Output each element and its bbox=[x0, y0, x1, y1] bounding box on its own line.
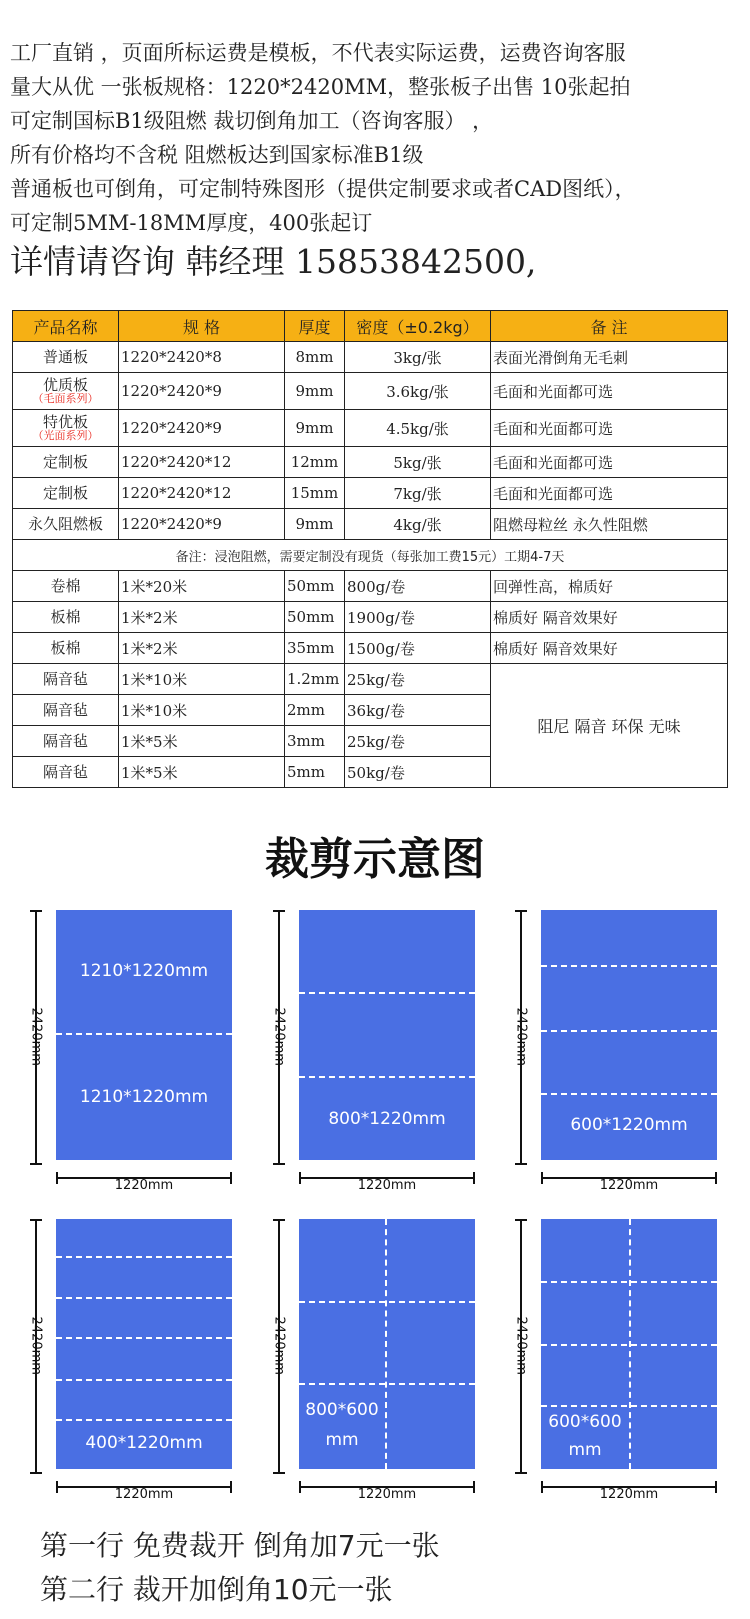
row-remark: 阻燃母粒丝 永久性阻燃 bbox=[491, 509, 728, 540]
row-name-sub: （光面系列） bbox=[32, 429, 99, 442]
cut-diagram-1 bbox=[30, 910, 240, 1200]
table-row bbox=[13, 633, 728, 664]
row-name: 隔音毡 bbox=[13, 757, 119, 788]
height-label: 2420mm bbox=[271, 1007, 287, 1066]
row-density: 4kg/张 bbox=[345, 509, 491, 540]
row-spec: 1220*2420*9 bbox=[119, 509, 285, 540]
height-label: 2420mm bbox=[28, 1316, 44, 1375]
piece-label: 600*600 bbox=[548, 1412, 622, 1432]
row-density: 25kg/卷 bbox=[345, 726, 491, 757]
intro-line: 可定制国标B1级阻燃 裁切倒角加工（咨询客服） ， bbox=[10, 109, 494, 133]
row-thickness: 50mm bbox=[285, 571, 345, 602]
piece-label: 400*1220mm bbox=[85, 1433, 203, 1453]
row-thickness: 2mm bbox=[285, 695, 345, 726]
header-density: 密度（±0.2kg） bbox=[345, 311, 491, 342]
row-thickness: 12mm bbox=[285, 447, 345, 478]
cut-line bbox=[56, 1297, 232, 1299]
table-row bbox=[13, 342, 728, 373]
table-row bbox=[13, 373, 728, 410]
table-row bbox=[13, 509, 728, 540]
width-label: 1220mm bbox=[114, 1178, 174, 1193]
row-thickness: 35mm bbox=[285, 633, 345, 664]
row-name-main: 特优板 bbox=[42, 413, 88, 431]
cut-line bbox=[56, 1419, 232, 1421]
piece-label: 800*600 bbox=[305, 1400, 379, 1420]
header-thickness: 厚度 bbox=[285, 311, 345, 342]
pricing-row-2: 第二行 裁开加倒角10元一张 bbox=[40, 1573, 393, 1606]
row-name: 板棉 bbox=[13, 633, 119, 664]
table-note-row bbox=[13, 540, 728, 571]
cut-line bbox=[56, 1337, 232, 1339]
board bbox=[541, 910, 717, 1160]
row-remark: 毛面和光面都可选 bbox=[491, 373, 728, 410]
row-name: 板棉 bbox=[13, 602, 119, 633]
row-name: 永久阻燃板 bbox=[13, 509, 119, 540]
cut-line bbox=[56, 1256, 232, 1258]
contact-text: 详情请咨询 韩经理 bbox=[10, 242, 295, 281]
row-spec: 1米*5米 bbox=[119, 726, 285, 757]
cut-line bbox=[299, 992, 475, 994]
table-row bbox=[13, 571, 728, 602]
row-density: 50kg/卷 bbox=[345, 757, 491, 788]
contact-line bbox=[10, 240, 745, 284]
intro-line: 可定制5MM-18MM厚度，400张起订 bbox=[10, 211, 373, 235]
cut-diagram-2 bbox=[273, 910, 483, 1200]
row-name-main: 优质板 bbox=[42, 376, 88, 394]
piece-label: mm bbox=[325, 1430, 359, 1450]
height-label: 2420mm bbox=[271, 1316, 287, 1375]
intro-block bbox=[10, 36, 745, 284]
width-label: 1220mm bbox=[114, 1487, 174, 1502]
row-name: 定制板 bbox=[13, 447, 119, 478]
height-label: 2420mm bbox=[513, 1007, 529, 1066]
row-thickness: 1.2mm bbox=[285, 664, 345, 695]
row-density: 3.6kg/张 bbox=[345, 373, 491, 410]
intro-line: 量大从优 一张板规格：1220*2420MM，整张板子出售 10张起拍 bbox=[10, 75, 631, 99]
row-density: 36kg/卷 bbox=[345, 695, 491, 726]
row-name: 隔音毡 bbox=[13, 695, 119, 726]
width-label: 1220mm bbox=[357, 1178, 417, 1193]
row-name: 隔音毡 bbox=[13, 664, 119, 695]
row-remark: 毛面和光面都可选 bbox=[491, 410, 728, 447]
felt-remark: 阻尼 隔音 环保 无味 bbox=[491, 664, 728, 788]
cut-diagram-title: 裁剪示意图 bbox=[265, 834, 485, 885]
cut-line bbox=[299, 1301, 475, 1303]
row-remark: 回弹性高，棉质好 bbox=[491, 571, 728, 602]
row-thickness: 9mm bbox=[285, 373, 345, 410]
row-remark: 表面光滑倒角无毛刺 bbox=[491, 342, 728, 373]
intro-line: 所有价格均不含税 阻燃板达到国家标准B1级 bbox=[10, 143, 424, 167]
piece-label: mm bbox=[568, 1440, 602, 1460]
cut-diagram-4 bbox=[30, 1219, 240, 1509]
intro-line: 工厂直销 ，页面所标运费是模板，不代表实际运费，运费咨询客服 bbox=[10, 41, 626, 65]
header-remark: 备 注 bbox=[491, 311, 728, 342]
row-thickness: 9mm bbox=[285, 509, 345, 540]
header-product-name: 产品名称 bbox=[13, 311, 119, 342]
piece-label: 600*1220mm bbox=[570, 1115, 688, 1135]
cut-line bbox=[541, 1405, 717, 1407]
row-name bbox=[13, 410, 119, 447]
board bbox=[299, 910, 475, 1160]
cut-line bbox=[541, 1344, 717, 1346]
row-name: 普通板 bbox=[13, 342, 119, 373]
table-row bbox=[13, 447, 728, 478]
cut-diagram-5 bbox=[273, 1219, 483, 1509]
cut-line bbox=[541, 965, 717, 967]
row-thickness: 50mm bbox=[285, 602, 345, 633]
row-density: 1900g/卷 bbox=[345, 602, 491, 633]
row-name bbox=[13, 373, 119, 410]
board bbox=[541, 1219, 717, 1469]
row-density: 4.5kg/张 bbox=[345, 410, 491, 447]
width-label: 1220mm bbox=[599, 1487, 659, 1502]
header-spec: 规 格 bbox=[119, 311, 285, 342]
row-thickness: 8mm bbox=[285, 342, 345, 373]
contact-phone: 15853842500, bbox=[294, 242, 537, 281]
row-spec: 1米*5米 bbox=[119, 757, 285, 788]
row-spec: 1米*20米 bbox=[119, 571, 285, 602]
cut-line bbox=[385, 1219, 387, 1469]
row-remark: 棉质好 隔音效果好 bbox=[491, 633, 728, 664]
table-row bbox=[13, 664, 728, 695]
row-thickness: 15mm bbox=[285, 478, 345, 509]
cut-line bbox=[56, 1033, 232, 1035]
cut-line bbox=[299, 1076, 475, 1078]
piece-label: 800*1220mm bbox=[328, 1109, 446, 1129]
table-row bbox=[13, 602, 728, 633]
width-label: 1220mm bbox=[599, 1178, 659, 1193]
cut-diagram-3 bbox=[515, 910, 725, 1200]
row-spec: 1220*2420*12 bbox=[119, 447, 285, 478]
row-spec: 1米*2米 bbox=[119, 602, 285, 633]
row-spec: 1220*2420*8 bbox=[119, 342, 285, 373]
row-spec: 1220*2420*12 bbox=[119, 478, 285, 509]
row-density: 25kg/卷 bbox=[345, 664, 491, 695]
table-note: 备注：浸泡阻燃，需要定制没有现货（每张加工费15元）工期4-7天 bbox=[13, 540, 728, 571]
cut-diagram-6 bbox=[515, 1219, 725, 1509]
piece-label: 1210*1220mm bbox=[79, 1087, 209, 1107]
pricing-row-1: 第一行 免费裁开 倒角加7元一张 bbox=[40, 1529, 440, 1562]
spec-table bbox=[12, 310, 728, 788]
width-label: 1220mm bbox=[357, 1487, 417, 1502]
board bbox=[56, 910, 232, 1160]
piece-label: 1210*1220mm bbox=[79, 961, 209, 981]
row-density: 5kg/张 bbox=[345, 447, 491, 478]
row-density: 3kg/张 bbox=[345, 342, 491, 373]
row-thickness: 9mm bbox=[285, 410, 345, 447]
row-name-sub: （毛面系列） bbox=[32, 392, 99, 405]
height-label: 2420mm bbox=[28, 1007, 44, 1066]
cut-line bbox=[56, 1379, 232, 1381]
row-density: 1500g/卷 bbox=[345, 633, 491, 664]
row-spec: 1220*2420*9 bbox=[119, 410, 285, 447]
row-remark: 棉质好 隔音效果好 bbox=[491, 602, 728, 633]
row-density: 800g/卷 bbox=[345, 571, 491, 602]
table-header-row bbox=[13, 311, 728, 342]
row-name: 隔音毡 bbox=[13, 726, 119, 757]
board bbox=[56, 1219, 232, 1469]
cut-line bbox=[541, 1281, 717, 1283]
intro-line: 普通板也可倒角，可定制特殊图形（提供定制要求或者CAD图纸）， bbox=[10, 177, 636, 201]
cut-line bbox=[299, 1383, 475, 1385]
row-density: 7kg/张 bbox=[345, 478, 491, 509]
height-label: 2420mm bbox=[513, 1316, 529, 1375]
row-name: 定制板 bbox=[13, 478, 119, 509]
row-thickness: 5mm bbox=[285, 757, 345, 788]
row-remark: 毛面和光面都可选 bbox=[491, 478, 728, 509]
row-remark: 毛面和光面都可选 bbox=[491, 447, 728, 478]
row-spec: 1220*2420*9 bbox=[119, 373, 285, 410]
row-spec: 1米*10米 bbox=[119, 664, 285, 695]
table-row bbox=[13, 478, 728, 509]
row-name: 卷棉 bbox=[13, 571, 119, 602]
row-spec: 1米*2米 bbox=[119, 633, 285, 664]
row-spec: 1米*10米 bbox=[119, 695, 285, 726]
cut-line bbox=[541, 1030, 717, 1032]
table-row bbox=[13, 410, 728, 447]
board bbox=[299, 1219, 475, 1469]
cut-line bbox=[541, 1093, 717, 1095]
row-thickness: 3mm bbox=[285, 726, 345, 757]
